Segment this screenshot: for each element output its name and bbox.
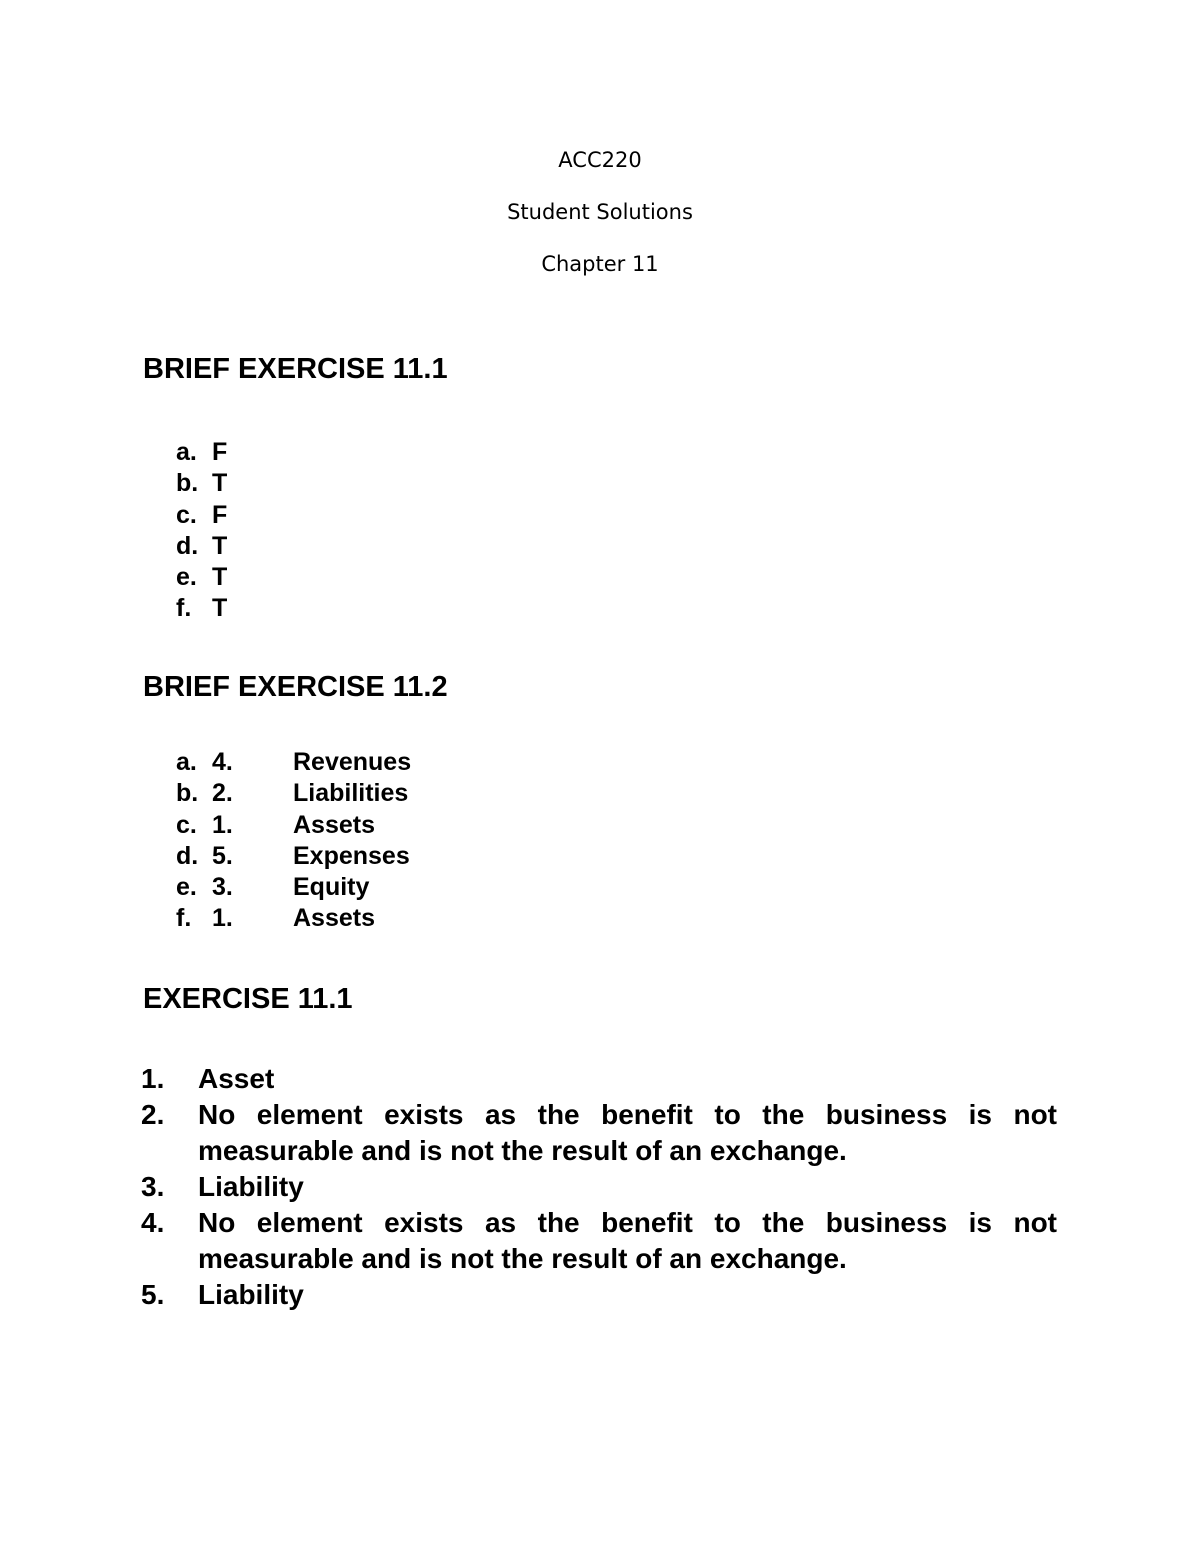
- item-answer: T: [212, 469, 228, 498]
- section-heading: BRIEF EXERCISE 11.1: [143, 353, 448, 385]
- item-letter: b.: [176, 469, 199, 498]
- item-answer: Assets: [293, 904, 375, 933]
- item-answer: Liability: [198, 1171, 304, 1202]
- item-answer: T: [212, 594, 228, 623]
- matching-list: [176, 747, 411, 935]
- list-item: [141, 1205, 1057, 1277]
- list-item: [141, 1061, 1057, 1097]
- list-item: [141, 1169, 1057, 1205]
- list-item: [176, 468, 227, 499]
- item-letter: a.: [176, 748, 197, 776]
- item-number: 1.: [141, 1063, 165, 1094]
- list-item: [176, 437, 227, 468]
- item-number: 3.: [141, 1171, 165, 1202]
- item-letter: d.: [176, 531, 199, 560]
- chapter-label: Chapter 11: [541, 252, 659, 276]
- item-answer: No element exists as the benefit to the business is not measurable and is not the result of an exchange.: [198, 1099, 1057, 1166]
- item-letter: e.: [176, 563, 197, 592]
- item-letter: a.: [176, 438, 197, 466]
- item-number: 3.: [212, 873, 233, 902]
- list-item: [176, 500, 227, 531]
- item-letter: c.: [176, 500, 197, 529]
- item-letter: b.: [176, 779, 199, 808]
- item-answer: Assets: [293, 810, 375, 839]
- item-number: 5.: [141, 1279, 165, 1310]
- item-number: 2.: [141, 1099, 165, 1130]
- section-heading: BRIEF EXERCISE 11.2: [143, 671, 448, 703]
- section-heading: EXERCISE 11.1: [143, 983, 353, 1015]
- item-answer: Liabilities: [293, 779, 409, 808]
- item-answer: T: [212, 531, 228, 560]
- item-answer: F: [212, 500, 228, 529]
- item-number: 2.: [212, 779, 233, 808]
- list-item: [141, 1277, 1057, 1313]
- list-item: [176, 562, 227, 593]
- item-answer: Asset: [198, 1063, 275, 1094]
- item-letter: f.: [176, 904, 192, 933]
- item-letter: d.: [176, 841, 199, 870]
- list-item: [141, 1097, 1057, 1169]
- item-number: 5.: [212, 841, 233, 870]
- list-item: [176, 810, 411, 841]
- exercise-list: [141, 1061, 1057, 1313]
- list-item: [176, 747, 411, 778]
- answer-list: [176, 437, 227, 625]
- document-subtitle: Student Solutions: [507, 200, 693, 224]
- item-number: 4.: [212, 748, 233, 776]
- item-answer: Equity: [293, 873, 370, 902]
- item-answer: No element exists as the benefit to the business is not measurable and is not the result of an exchange.: [198, 1207, 1057, 1274]
- item-answer: T: [212, 563, 228, 592]
- item-letter: c.: [176, 810, 197, 839]
- list-item: [176, 531, 227, 562]
- item-number: 4.: [141, 1207, 165, 1238]
- item-answer: F: [212, 438, 228, 466]
- item-number: 1.: [212, 810, 233, 839]
- item-answer: Liability: [198, 1279, 304, 1310]
- item-number: 1.: [212, 904, 233, 933]
- item-letter: f.: [176, 594, 192, 623]
- list-item: [176, 903, 411, 934]
- item-answer: Revenues: [293, 748, 412, 776]
- list-item: [176, 593, 227, 624]
- list-item: [176, 841, 411, 872]
- course-code: ACC220: [558, 148, 642, 172]
- item-letter: e.: [176, 873, 197, 902]
- item-answer: Expenses: [293, 841, 410, 870]
- list-item: [176, 872, 411, 903]
- list-item: [176, 778, 411, 809]
